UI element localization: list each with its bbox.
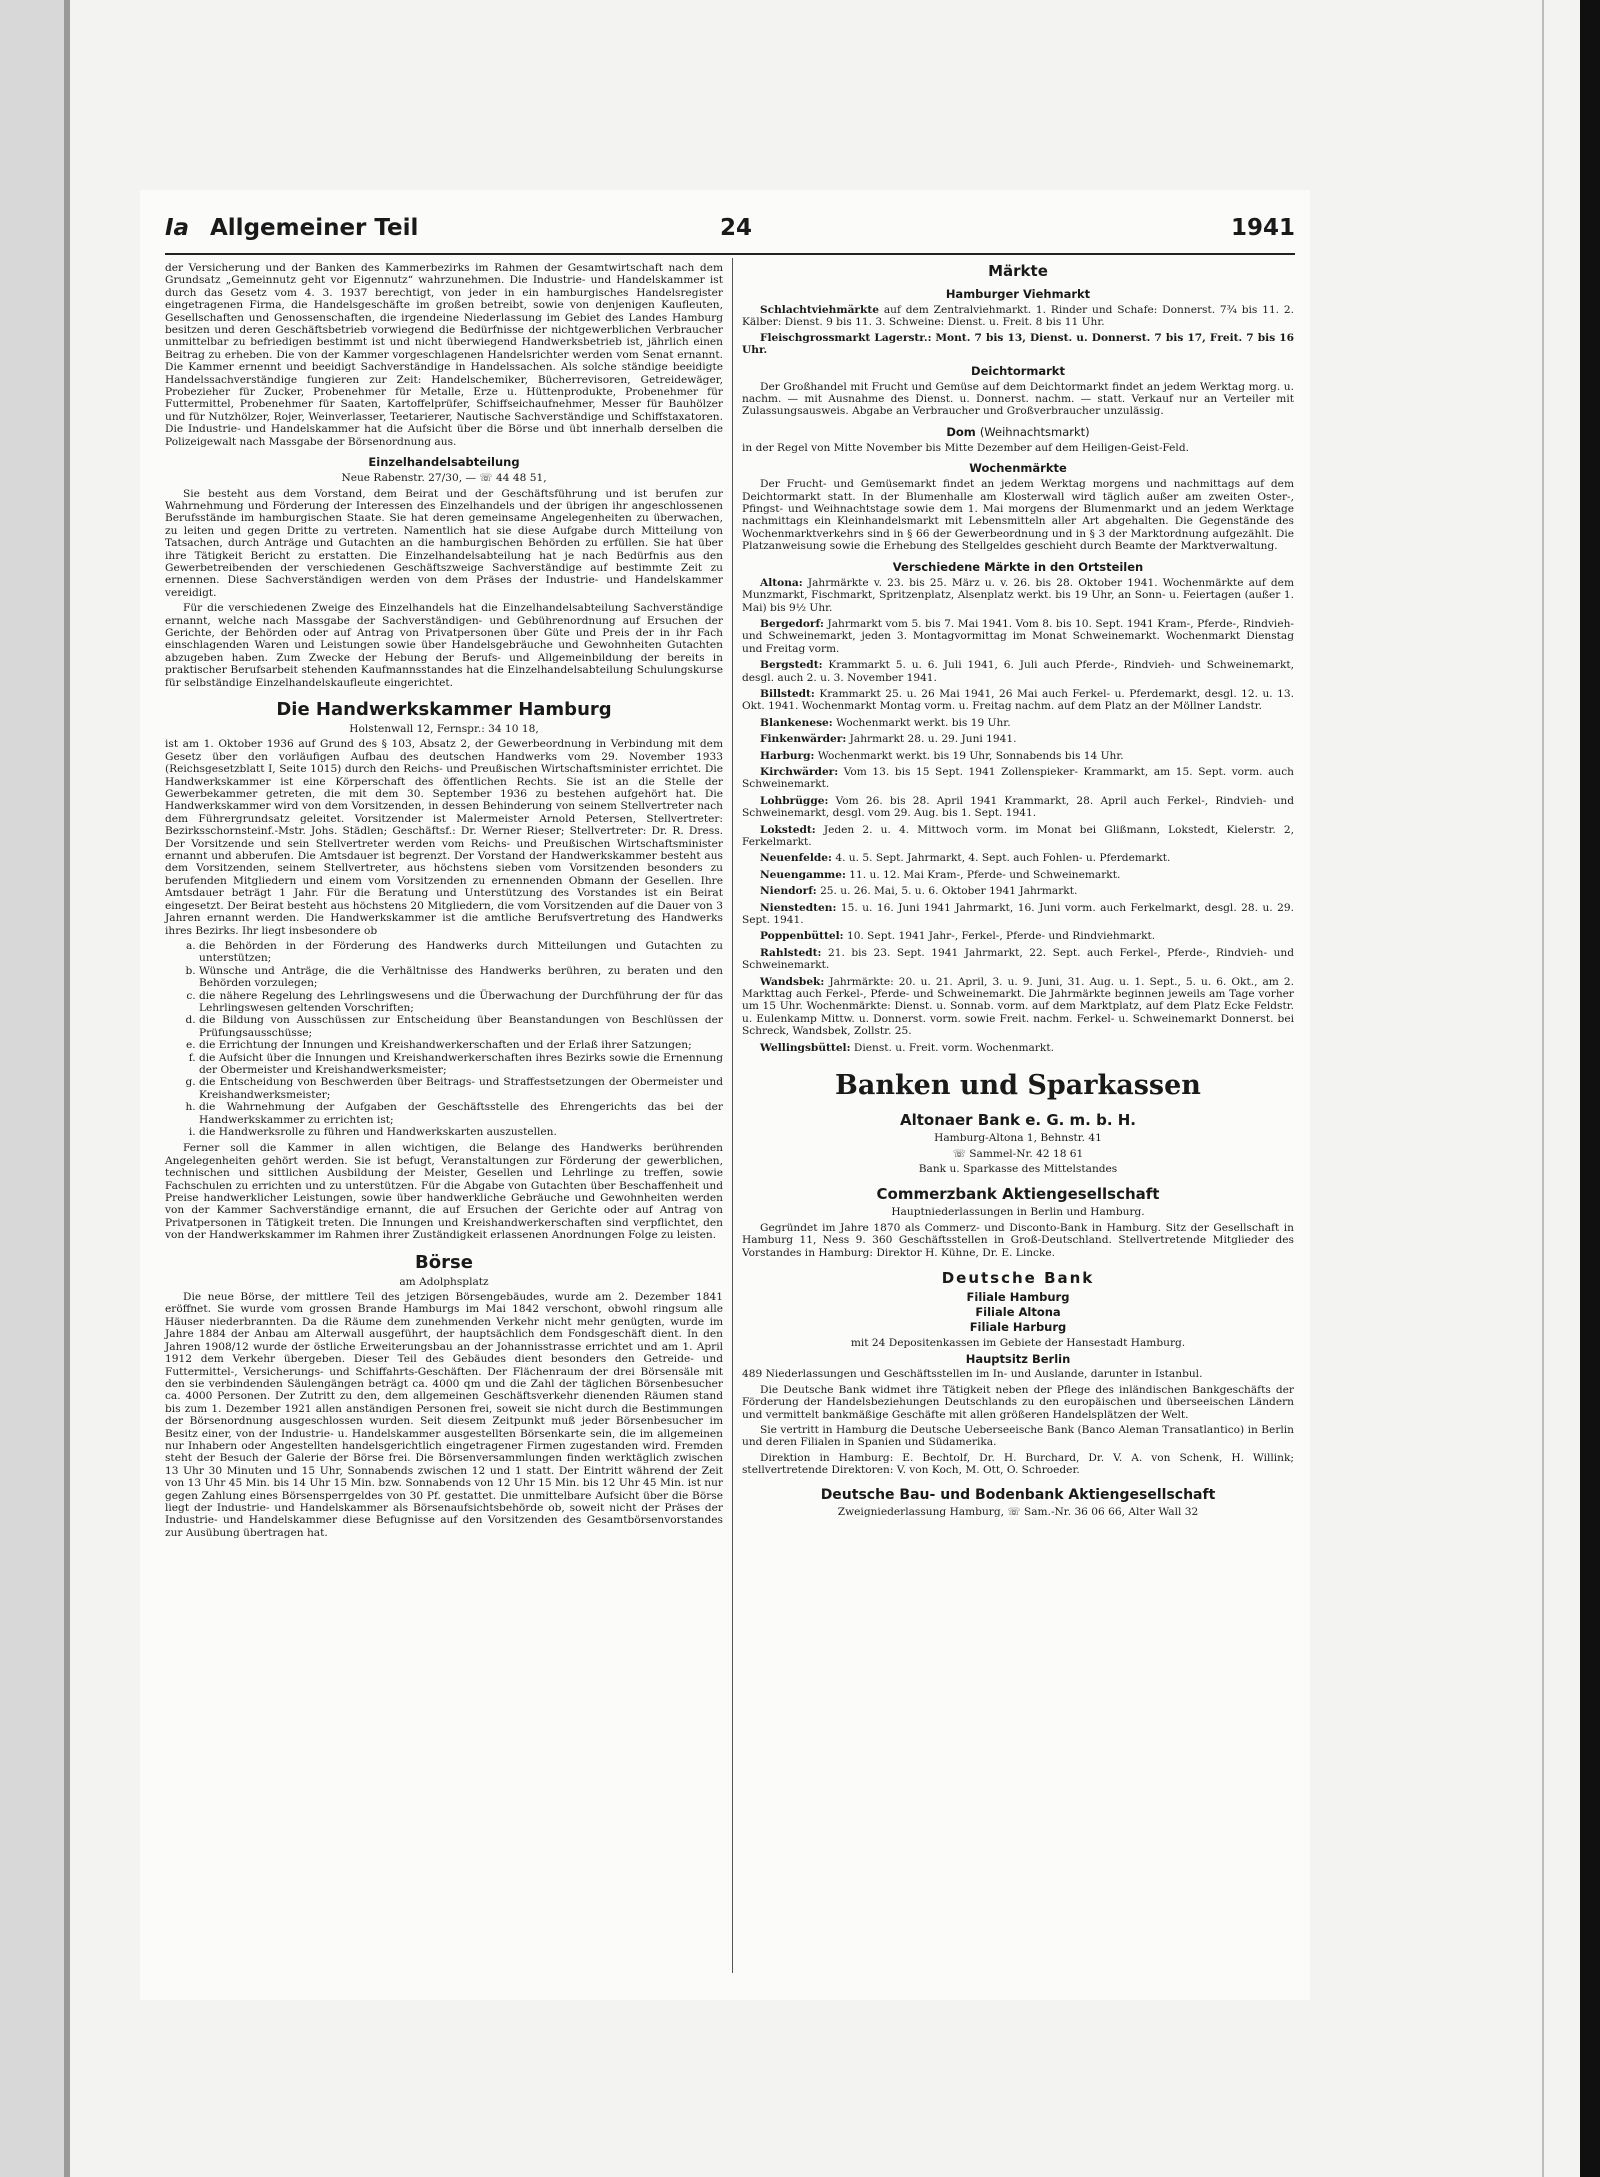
page-header xyxy=(165,215,1295,253)
market-text: 15. u. 16. Juni 1941 Jahrmarkt, 16. Juni vorm. auch Ferkelmarkt, desgl. 28. u. 29. Sept. 1941. xyxy=(742,901,1294,927)
market-name: Bergedorf: xyxy=(760,617,824,630)
deutsche-heading: Deutsche Bank xyxy=(941,1268,1095,1287)
market-name: Harburg: xyxy=(760,749,815,762)
commerz-line-1: Hauptniederlassungen in Berlin und Hamburg. xyxy=(891,1206,1145,1219)
market-name: Blankenese: xyxy=(760,716,833,729)
bau-bodenbank-line: Zweigniederlassung Hamburg, ☏ Sam.-Nr. 36 06 66, Alter Wall 32 xyxy=(837,1505,1199,1518)
market-entry xyxy=(742,869,1294,881)
market-entry xyxy=(742,750,1294,762)
schlachtvieh-text: auf dem Zentralviehmarkt. 1. Rinder und Schafe: Donnerst. 7¾ bis 11. 2. Kälber: Dienst. 9 bis 11. 3. Schweine: Dienst. u. Freit. 8 bis 11 Uhr. xyxy=(742,304,1294,329)
market-text: 25. u. 26. Mai, 5. u. 6. Oktober 1941 Jahrmarkt. xyxy=(820,885,1078,898)
market-text: Krammarkt 5. u. 6. Juli 1941, 6. Juli auch Pferde-, Rindvieh- und Schweinemarkt, desgl. auch 2. u. 3. November 1941. xyxy=(742,659,1294,684)
market-text: Jahrmärkte: 20. u. 21. April, 3. u. 9. Juni, 31. Aug. u. 1. Sept., 5. u. 6. Okt., am 2. Markttag auch Ferkel-, Pferde- und Schweinemarkt. Die Jahrmärkte beginnen jeweils am Tage vorher um 15 Uhr. Wochenmärkte: Dienst. u. Sonnab. vorm. auf dem Marktplatz, auf dem Platz Ecke Feldstr. u. Eulenkamp Mittw. u. Donnerst. vorm. sowie Freit. nachm. Ferkel- u. Schweinemarkt Donnerst. bei Schreck, Wandsbek, Zollstr. 25. xyxy=(742,975,1294,1038)
wochen-heading: Wochenmärkte xyxy=(969,461,1067,476)
market-name: Neuengamme: xyxy=(760,868,846,881)
right-column xyxy=(742,262,1294,1521)
market-text: Jahrmärkte v. 23. bis 25. März u. v. 26. bis 28. Oktober 1941. Wochenmärkte auf dem Munzmarkt, Fischmarkt, Spritzenplatz, Alsenplatz werkt. bis 19 Uhr, an Sonn- u. Feiertagen (außer 1. Mai) bis 9½ Uhr. xyxy=(742,576,1294,614)
market-text: 21. bis 23. Sept. 1941 Jahrmarkt, 22. Sept. auch Ferkel-, Pferde-, Rindvieh- und Schweinemarkt. xyxy=(742,946,1294,972)
market-text: Vom 13. bis 15 Sept. 1941 Zollenspieker- Krammarkt, am 15. Sept. vorm. auch Schweinemarkt. xyxy=(742,765,1294,791)
market-entry xyxy=(742,717,1294,729)
market-entry xyxy=(742,947,1294,972)
dom-heading xyxy=(742,425,1294,439)
hwk-paragraph-2: Ferner soll die Kammer in allen wichtigen, die Belange des Handwerks berührenden Angelegenheiten gehört werden. Sie ist befugt, Veranstaltungen zur Förderung der gewerblichen, technischen und sittlichen Ausbildung der Meister, Gesellen und Lehrlinge zu treffen, sowie Fachschulen zu errichten und zu unterstützen. Für die Abgabe von Gutachten über Beschaffenheit und Preise handwerklicher Leistungen, sowie über handwerkliche Gebräuche und Gewohnheiten werden von der Kammer Sachverständige ernannt, die auf Ersuchen der Gerichte oder auf Antrag von Privatpersonen in Tätigkeit treten. Die Innungen und Kreishandwerkerschaften sind verpflichtet, den von der Handwerkskammer im Rahmen ihrer Zuständigkeit erlassenen Anordnungen Folge zu leisten. xyxy=(165,1142,723,1242)
hwk-duties-list xyxy=(165,940,723,1139)
viehmarkt-heading: Hamburger Viehmarkt xyxy=(945,287,1091,301)
einzel-paragraph-1: Sie besteht aus dem Vorstand, dem Beirat und der Geschäftsführung und ist berufen zur Wahrnehmung und Förderung der Interessen des Einzelhandels und der übrigen ihr angeschlossenen Berufsstände im hamburgischen Staate. Sie hat deren gemeinsame Angelegenheiten zu überwachen, zu leiten und gegen Dritte zu vertreten. Namentlich hat sie diese Aufgabe durch Mitteilung von Tatsachen, durch Anträge und Gutachten an die hamburgischen Behörden zu erfüllen. Sie hat über ihre Tätigkeit Bericht zu erstatten. Die Einzelhandelsabteilung hat je nach Bedürfnis aus den Gewerbetreibenden der verschiedenen Geschäftszweige Sachverständige auf bestimmte Zeit zu ernennen. Diese Sachverständigen werden von dem Präses der Industrie- und Handelskammer vereidigt. xyxy=(165,487,723,599)
market-text: 11. u. 12. Mai Kram-, Pferde- und Schweinemarkt. xyxy=(849,868,1121,881)
boerse-paragraph: Die neue Börse, der mittlere Teil des jetzigen Börsengebäudes, wurde am 2. Dezember 1841 eröffnet. Sie wurde vom grossen Brande Hamburgs im Mai 1842 verschont, obwohl ringsum alle Häuser niederbrannten. Da die Räume dem zunehmenden Verkehr nicht mehr genügten, wurde im Jahre 1884 der Anbau am Alterwall ausgeführt, der hauptsächlich dem Fondsgeschäft dient. In den Jahren 1908/12 wurde der östliche Erweiterungsbau an der Johannisstrasse errichtet und am 1. April 1912 dem Verkehr übergeben. Dieser Teil des Gebäudes dient besonders den Getreide- und Futtermittel-, Versicherungs- und Schiffahrts-Geschäften. Der Flächenraum der drei Börsensäle mit den sie verbindenden Säulengängen beträgt ca. 4000 qm und die Zahl der täglichen Börsenbesucher ca. 4000 Personen. Der Zutritt zu den, dem allgemeinen Geschäftsverkehr dienenden Räumen stand bis zum 1. Dezember 1921 allen anständigen Personen frei, soweit sie nicht durch die Bestimmungen der Börsenordnung ausgeschlossen wurden. Seit diesem Zeitpunkt muß jeder Börsenbesucher im Besitz einer, von der Industrie- u. Handelskammer ausgestellten Börsenkarte sein, die im allgemeinen nur Inhabern oder Angestellten handelsgerichtlich eingetragener Firmen zugestanden wird. Fremden steht der Besuch der Galerie der Börse frei. Die Börsenversammlungen finden werktäglich zwischen 13 Uhr 30 Minuten und 15 Uhr, Sonnabends zwischen 12 und 1 statt. Der Eintritt während der Zeit von 13 Uhr 45 Min. bis 14 Uhr 15 Min. bzw. Sonnabends von 12 Uhr 15 Min. bis 12 Uhr 45 Min. ist nur gegen Zahlung eines Börsensperrgeldes von 30 Pf. gestattet. Die unmittelbare Aufsicht über die Börse liegt der Industrie- und Handelskammer als Börsenaufsichtsbehörde ob, soweit nicht der Präses der Industrie- und Handelskammer diese Befugnisse auf den Vorsitzenden des Gesamtbörsenvorstandes zur Ausübung übertragen hat. xyxy=(165,1291,723,1539)
hwk-heading: Die Handwerkskammer Hamburg xyxy=(276,699,612,720)
hwk-paragraph-1: ist am 1. Oktober 1936 auf Grund des § 103, Absatz 2, der Gewerbeordnung in Verbindung mit dem Gesetz über den vorläufigen Aufbau des deutschen Handwerks vom 29. November 1933 (Reichsgesetzblatt I, Seite 1015) durch den Reichs- und Preußischen Wirtschaftsminister errichtet. Die Handwerkskammer ist eine Körperschaft des öffentlichen Rechts. Sie ist an die Stelle der Gewerbekammer getreten, die mit dem 30. September 1936 zu bestehen aufgehört hat. Die Handwerkskammer wird von dem Vorsitzenden, in dessen Behinderung von seinem Stellvertreter nach dem Führergrundsatz geleitet. Vorsitzender ist Malermeister Arnold Petersen, Stellvertreter: Bezirksschornsteinf.-Mstr. Johs. Städlen; Geschäftsf.: Dr. Werner Rieser; Stellvertreter: Dr. R. Dress. Der Vorsitzende und sein Stellvertreter werden vom Reichs- und Preußischen Wirtschaftsminister ernannt und abberufen. Die Amtsdauer ist begrenzt. Der Vorstand der Handwerkskammer besteht aus dem Vorsitzenden, seinem Stellvertreter, aus höchstens sieben vom Vorsitzenden besonders zu berufenden Mitgliedern und einem vom Vorsitzenden zu ernennenden Obmann der Gesellen. Ihre Amtsdauer beträgt 1 Jahr. Für die Beratung und Unterstützung des Vorstandes ist ein Beirat eingesetzt. Der Beirat besteht aus höchstens 20 Mitgliedern, die vom Vorsitzenden auf die Dauer von 3 Jahren ernannt werden. Die Handwerkskammer ist die amtliche Berufsvertretung des Handwerks ihres Bezirks. Ihr liegt insbesondere ob xyxy=(165,738,723,937)
market-entry xyxy=(742,766,1294,791)
altonaer-line-2: ☏ Sammel-Nr. 42 18 61 xyxy=(952,1147,1084,1160)
market-text: Jahrmarkt vom 5. bis 7. Mai 1941. Vom 8. bis 10. Sept. 1941 Kram-, Pferde-, Rindvieh- und Schweinemarkt, jeden 3. Montagvormittag im Monat Schweinemarkt. Wochenmarkt Dienstag und Freitag vorm. xyxy=(742,617,1294,655)
commerz-heading: Commerzbank Aktiengesellschaft xyxy=(876,1185,1160,1204)
boerse-subheading: am Adolphsplatz xyxy=(399,1275,489,1288)
market-name: Poppenbüttel: xyxy=(760,930,844,943)
fleischgross-text: Mont. 7 bis 13, Dienst. u. Donnerst. 7 bis 17, Freit. 7 bis 16 Uhr. xyxy=(742,331,1295,357)
banken-heading: Banken und Sparkassen xyxy=(835,1070,1201,1102)
ortsteile-list xyxy=(742,577,1294,1054)
list-item: b. Wünsche und Anträge, die die Verhältnisse des Handwerks berühren, zu beraten und den Behörden vorzulegen; xyxy=(199,965,723,990)
schlachtvieh-label: Schlachtviehmärkte xyxy=(760,304,879,316)
list-item: d. die Bildung von Ausschüssen zur Entscheidung über Beanstandungen von Beschlüssen der Prüfungsausschüsse; xyxy=(199,1014,723,1039)
market-name: Billstedt: xyxy=(760,687,815,700)
market-text: 4. u. 5. Sept. Jahrmarkt, 4. Sept. auch Fohlen- u. Pferdemarkt. xyxy=(835,852,1171,865)
market-name: Niendorf: xyxy=(760,885,817,898)
left-binding-strip xyxy=(0,0,70,2177)
list-item: c. die nähere Regelung des Lehrlingswesens und die Überwachung der Durchführung der für das Lehrlingswesen geltenden Vorschriften; xyxy=(199,990,723,1015)
header-year: 1941 xyxy=(1230,215,1295,241)
einzel-paragraph-2: Für die verschiedenen Zweige des Einzelhandels hat die Einzelhandelsabteilung Sachverständige ernannt, welche nach Massgabe der Sachverständigen- und Gebührenordnung auf Ersuchen der Gerichte, der Behörden oder auf Antrag von Privatpersonen über Güte und Preis der in ihr Fach einschlagenden Waren und Leistungen sowie über Handelsgebräuche und Gewohnheiten Gutachten abzugeben haben. Zum Zwecke der Hebung der Berufs- und Allgemeinbildung der bereits in praktischer Berufsarbeit stehenden Kaufmannsstandes hat die Einzelhandelsabteilung Schulungskurse für selbständige Einzelhandelskaufleute eingerichtet. xyxy=(165,602,723,689)
market-name: Bergstedt: xyxy=(760,659,823,672)
market-text: Krammarkt 25. u. 26 Mai 1941, 26 Mai auch Ferkel- u. Pferdemarkt, desgl. 12. u. 13. Okt. 1941. Wochenmarkt Montag vorm. u. Freitag nachm. auf dem Platz an der Möllner Landstr. xyxy=(742,687,1294,713)
fleischgross-entry xyxy=(742,332,1294,357)
fleischgross-label: Fleischgrossmarkt Lagerstr.: xyxy=(760,331,932,344)
boerse-heading: Börse xyxy=(415,1251,473,1273)
market-entry xyxy=(742,885,1294,897)
intro-paragraph: der Versicherung und der Banken des Kammerbezirks im Rahmen der Gesamtwirtschaft nach dem Grundsatz „Gemeinnutz geht vor Eigennutz“ wahrzunehmen. Die Industrie- und Handelskammer ist durch das Gesetz vom 4. 3. 1937 berechtigt, von jeder in ein hamburgisches Handelsregister eingetragenen Firma, die Handelsgeschäfte im großen betreibt, sowie von denjenigen Kaufleuten, Gesellschaften und Genossenschaften, die irgendeine Niederlassung im Gebiet des Landes Hamburg besitzen und deren Geschäftsbetrieb vorwiegend die Bedürfnisse der nichtgewerblichen Verbraucher unmittelbar zu befriedigen bestimmt ist und nicht überwiegend Handwerksbetrieb ist, jährlich einen Beitrag zu erheben. Die von der Kammer vorgeschlagenen Handelsrichter werden vom Senat ernannt. Die Kammer ernennt und beeidigt Sachverständige in Handelssachen. Als solche ständige beeidigte Handelssachverständige fungieren zur Zeit: Handelschemiker, Bücherrevisoren, Getreidewäger, Probezieher für Zucker, Probenehmer für Metalle, Erze u. Hüttenprodukte, Probenehmer für Futtermittel, Probenehmer für Saaten, Kartoffelprüfer, Schiffseichaufnehmer, Messer für Bauhölzer und für Nutzhölzer, Rojer, Weinverlasser, Teetarierer, Nautische Sachverständige und Schiffstaxatoren. Die Industrie- und Handelskammer hat die Aufsicht über die Börse und übt innerhalb derselben die Polizeigewalt nach Massgabe der Börsenordnung aus. xyxy=(165,262,723,448)
dom-heading-title: Dom xyxy=(946,424,976,439)
deutsche-line-2: 489 Niederlassungen und Geschäftsstellen im In- und Auslande, darunter in Istanbul. xyxy=(742,1368,1203,1381)
dom-heading-sub: (Weihnachtsmarkt) xyxy=(979,424,1090,439)
market-text: Jeden 2. u. 4. Mittwoch vorm. im Monat bei Glißmann, Lokstedt, Kielerstr. 2, Ferkelmarkt. xyxy=(742,823,1294,848)
market-name: Neuenfelde: xyxy=(760,852,832,865)
market-text: Wochenmarkt werkt. bis 19 Uhr. xyxy=(836,716,1011,729)
market-name: Altona: xyxy=(760,576,803,589)
market-entry xyxy=(742,577,1294,614)
deutsche-text-3: Direktion in Hamburg: E. Bechtolf, Dr. H. Burchard, Dr. V. A. von Schenk, H. Willink; stellvertretende Direktoren: V. von Koch, M. Ott, O. Schroeder. xyxy=(742,1451,1294,1477)
list-item: g. die Entscheidung von Beschwerden über Beitrags- und Straffestsetzungen der Obermeister und Kreishandwerksmeister; xyxy=(199,1076,723,1101)
market-name: Rahlstedt: xyxy=(760,946,822,959)
maerkte-heading: Märkte xyxy=(988,262,1048,280)
deichtor-text: Der Großhandel mit Frucht und Gemüse auf dem Deichtormarkt findet an jedem Werktag morg. u. nachm. — mit Ausnahme des Dienst. u. Donnerst. nachm. — statt. Verkauf nur an Verteiler mit Zulassungsausweis. Abgabe an Verbraucher und Großverbraucher unzulässig. xyxy=(742,380,1294,418)
list-item: e. die Errichtung der Innungen und Kreishandwerkerschaften und der Erlaß ihrer Satzungen; xyxy=(199,1039,723,1051)
einzel-heading: Einzelhandelsabteilung xyxy=(368,455,520,470)
header-rule xyxy=(165,253,1295,255)
market-entry xyxy=(742,733,1294,745)
altonaer-line-3: Bank u. Sparkasse des Mittelstandes xyxy=(918,1162,1118,1175)
market-name: Lokstedt: xyxy=(760,823,816,836)
deutsche-text-1: Die Deutsche Bank widmet ihre Tätigkeit neben der Pflege des inländischen Bankgeschäfts der Förderung der Handelsbeziehungen Deutschlands zu den europäischen und überseeischen Ländern und vermittelt bankmäßige Geschäfte mit allen größeren Handelsplätzen der Welt. xyxy=(742,1383,1294,1421)
market-entry xyxy=(742,618,1294,655)
deutsche-filiale-harburg: Filiale Harburg xyxy=(969,1319,1067,1334)
market-name: Nienstedten: xyxy=(760,901,837,914)
market-name: Lohbrügge: xyxy=(760,794,829,807)
market-text: Vom 26. bis 28. April 1941 Krammarkt, 28. April auch Ferkel-, Rindvieh- und Schweinemarkt, desgl. vom 29. Aug. bis 1. Sept. 1941. xyxy=(742,794,1294,820)
hwk-address: Holstenwall 12, Fernspr.: 34 10 18, xyxy=(349,723,539,735)
deutsche-line-1: mit 24 Depositenkassen im Gebiete der Hansestadt Hamburg. xyxy=(850,1336,1186,1349)
altonaer-line-1: Hamburg-Altona 1, Behnstr. 41 xyxy=(934,1132,1102,1145)
list-item: i. die Handwerksrolle zu führen und Handwerkskarten auszustellen. xyxy=(199,1126,723,1138)
header-section: Ia xyxy=(165,215,190,241)
schlachtvieh-entry xyxy=(742,304,1294,329)
deutsche-filiale-altona: Filiale Altona xyxy=(975,1304,1061,1319)
market-entry xyxy=(742,659,1294,684)
deutsche-filiale-hamburg: Filiale Hamburg xyxy=(966,1289,1070,1304)
market-entry xyxy=(742,976,1294,1038)
market-name: Finkenwärder: xyxy=(760,733,847,746)
market-text: 10. Sept. 1941 Jahr-, Ferkel-, Pferde- und Rindviehmarkt. xyxy=(846,930,1156,943)
list-item: a. die Behörden in der Förderung des Handwerks durch Mitteilungen und Gutachten zu unterstützen; xyxy=(199,940,723,965)
deutsche-hauptsitz: Hauptsitz Berlin xyxy=(965,1352,1071,1367)
page-right-rule xyxy=(1542,0,1544,2177)
list-item: f. die Aufsicht über die Innungen und Kreishandwerkerschaften ihres Bezirks sowie die Ernennung der Obermeister und Kreishandwerksmeister; xyxy=(199,1052,723,1077)
market-name: Wandsbek: xyxy=(760,975,825,988)
wochen-text: Der Frucht- und Gemüsemarkt findet an jedem Werktag morgens und nachmittags auf dem Deichtormarkt statt. In der Blumenhalle am Klosterwall wird täglich außer am zweiten Oster-, Pfingst- und Weihnachtstage sowie dem 1. Mai morgens der Blumenmarkt und an jedem Werktage nachmittags ein Kleinhandelsmarkt mit Lebensmitteln aller Art abgehalten. Die Gegenstände des Wochenmarktverkehrs sind in § 66 der Gewerbeordnung und in § 3 der Marktordnung aufgezählt. Die Platzanweisung sowie die Erhebung des Stellgeldes geschieht durch Beamte der Marktverwaltung. xyxy=(742,478,1294,553)
dom-text: in der Regel von Mitte November bis Mitte Dezember auf dem Heiligen-Geist-Feld. xyxy=(742,441,1189,454)
einzel-address: Neue Rabenstr. 27/30, — ☏ 44 48 51, xyxy=(341,472,547,485)
market-name: Kirchwärder: xyxy=(760,765,839,778)
column-separator xyxy=(732,258,733,1973)
ortsteile-heading: Verschiedene Märkte in den Ortsteilen xyxy=(892,559,1144,574)
deutsche-text-2: Sie vertritt in Hamburg die Deutsche Ueberseeische Bank (Banco Aleman Transatlantico) in Berlin und deren Filialen in Spanien und Südamerika. xyxy=(742,1423,1294,1449)
market-name: Wellingsbüttel: xyxy=(760,1041,851,1054)
header-page-number: 24 xyxy=(720,215,753,241)
market-entry xyxy=(742,852,1294,864)
altonaer-heading: Altonaer Bank e. G. m. b. H. xyxy=(899,1111,1137,1130)
market-text: Jahrmarkt 28. u. 29. Juni 1941. xyxy=(849,733,1017,746)
commerz-text: Gegründet im Jahre 1870 als Commerz- und Disconto-Bank in Hamburg. Sitz der Gesellschaft in Hamburg 11, Ness 9. 360 Geschäftsstellen in Groß-Deutschland. Stellvertretende Mitglieder des Vorstandes in Hamburg: Direktor H. Kühne, Dr. E. Lincke. xyxy=(742,1221,1294,1259)
deichtor-heading: Deichtormarkt xyxy=(971,363,1065,378)
header-title: Allgemeiner Teil xyxy=(210,215,419,241)
market-entry xyxy=(742,902,1294,927)
market-entry xyxy=(742,930,1294,942)
left-column xyxy=(165,262,723,1542)
bau-bodenbank-heading: Deutsche Bau- und Bodenbank Aktiengesellschaft xyxy=(820,1486,1216,1503)
market-entry xyxy=(742,688,1294,713)
market-entry xyxy=(742,795,1294,820)
market-text: Wochenmarkt werkt. bis 19 Uhr, Sonnabends bis 14 Uhr. xyxy=(817,749,1124,762)
list-item: h. die Wahrnehmung der Aufgaben der Geschäftsstelle des Ehrengerichts das bei der Handwerkskammer zu errichten ist; xyxy=(199,1101,723,1126)
market-text: Dienst. u. Freit. vorm. Wochenmarkt. xyxy=(853,1041,1054,1054)
market-entry xyxy=(742,1042,1294,1054)
market-entry xyxy=(742,824,1294,849)
